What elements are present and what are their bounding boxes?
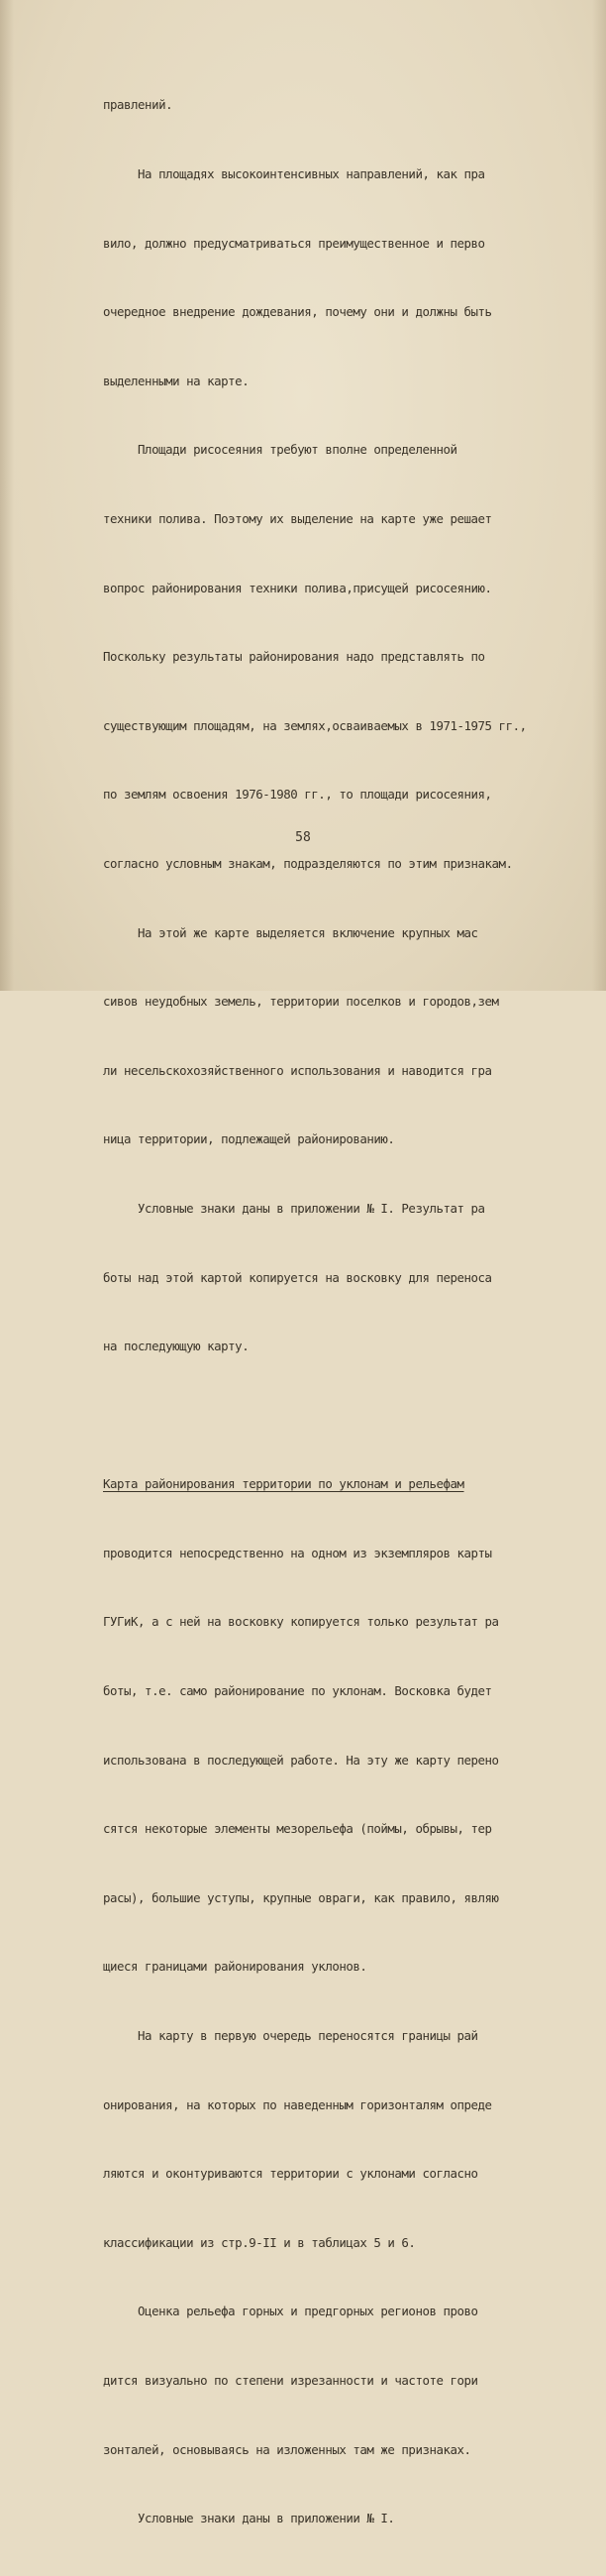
text-line: вопрос районирования техники полива,присущей рисосеянию. — [103, 580, 492, 595]
text-line: сятся некоторые элементы мезорельефа (поймы, обрывы, тер — [103, 1821, 492, 1837]
text-line: согласно условным знакам, подразделяются по этим признакам. — [103, 855, 513, 871]
text-line: по землям освоения 1976-1980 гг., то площади рисосеяния, — [103, 787, 492, 803]
text-line: щиеся границами районирования уклонов. — [103, 1959, 367, 1975]
text-line: дится визуально по степени изрезанности и частоте гори — [103, 2373, 478, 2388]
text-line: ница территории, подлежащей районированию. — [103, 1131, 395, 1147]
text-line: вило, должно предусматриваться преимущественное и перво — [103, 235, 485, 251]
text-line: На этой же карте выделяется включение крупных мас — [103, 924, 478, 940]
text-line: ГУГиК, а с ней на восковку копируется только результат ра — [103, 1614, 499, 1630]
text-line: Условные знаки даны в приложении № I. — [103, 2511, 395, 2526]
text-line: Условные знаки даны в приложении № I. Результат ра — [103, 1200, 485, 1216]
text-line: ляются и оконтуриваются территории с уклонами согласно — [103, 2166, 478, 2182]
text-line: использована в последующей работе. На эту же карту перено — [103, 1752, 499, 1768]
text-line — [103, 1404, 598, 1427]
text-line: Поскольку результаты районирования надо представлять по — [103, 649, 485, 665]
text-line: боты, т.е. само районирование по уклонам. Восковка будет — [103, 1683, 492, 1699]
text-line: расы), большие уступы, крупные овраги, как правило, являю — [103, 1889, 499, 1905]
page-number: 58 — [295, 830, 311, 845]
text-line: На карту в первую очередь переносятся границы рай — [103, 2028, 478, 2044]
text-line: сивов неудобных земель, территории поселков и городов,зем — [103, 994, 499, 1010]
text-line: проводится непосредственно на одном из экземпляров карты — [103, 1545, 492, 1560]
text-line: На площадях высокоинтенсивных направлений, как пра — [103, 166, 485, 181]
text-line: очередное внедрение дождевания, почему они и должны быть — [103, 304, 492, 320]
text-line: Площади рисосеяния требуют вполне определенной — [103, 442, 457, 458]
text-line: существующим площадям, на землях,осваиваемых в 1971-1975 гг., — [103, 717, 527, 733]
text-line: Оценка рельефа горных и предгорных регионов прово — [103, 2304, 478, 2319]
section-heading: Карта районирования территории по уклонам и рельефам — [103, 1476, 464, 1492]
text-line: классификации из стр.9-II и в таблицах 5 и 6. — [103, 2234, 416, 2250]
body-text — [103, 48, 598, 2576]
text-line: выделенными на карте. — [103, 373, 250, 388]
text-line: онирования, на которых по наведенным горизонталям опреде — [103, 2096, 492, 2112]
text-line: ли несельскохозяйственного использования и наводится гра — [103, 1062, 492, 1078]
text-line: зонталей, основываясь на изложенных там же признаках. — [103, 2441, 471, 2457]
text-line: техники полива. Поэтому их выделение на карте уже решает — [103, 510, 492, 526]
text-line: правлений. — [103, 97, 173, 113]
text-line: боты над этой картой копируется на восковку для переноса — [103, 1269, 492, 1285]
text-line: на последующую карту. — [103, 1339, 250, 1354]
